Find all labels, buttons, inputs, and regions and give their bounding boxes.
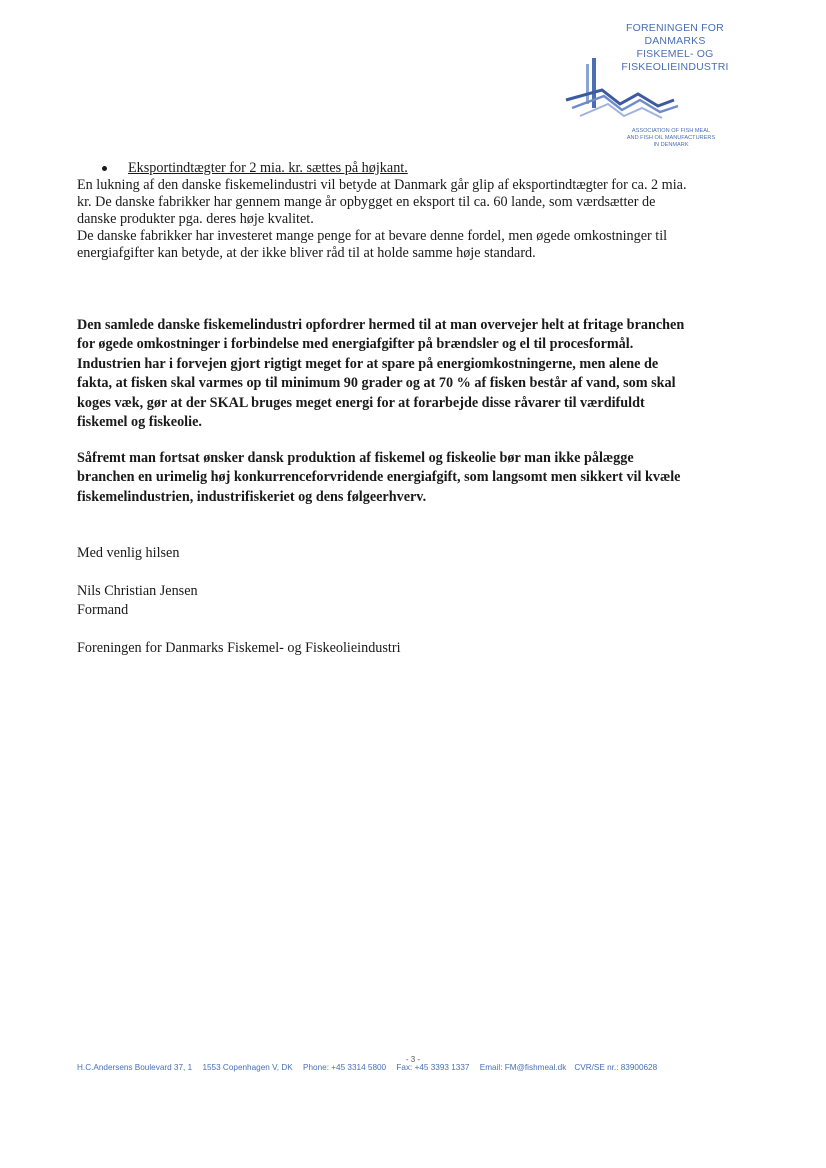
footer-city: 1553 Copenhagen V, DK [202,1063,293,1072]
paragraph-line: for øgede omkostninger i forbindelse med energiafgifter på brændsler og el til procesformål. [77,336,634,353]
paragraph-line: fakta, at fisken skal varmes op til minimum 90 grader og at 70 % af fisken består af vand, som skal [77,375,676,392]
footer-cvr: CVR/SE nr.: 83900628 [574,1063,658,1072]
paragraph-line: energiafgifter kan betyde, at der ikke bliver råd til at holde samme høje standard. [77,245,536,261]
paragraph-line: En lukning af den danske fiskemelindustri vil betyde at Danmark går glip af eksportindtægter for ca. 2 mia. [77,177,687,193]
paragraph-line: Den samlede danske fiskemelindustri opfordrer hermed til at man overvejer helt at fritage branchen [77,317,685,333]
organization-name-line: FISKEMEL- OG [636,48,714,60]
paragraph-line: koges væk, gør at der SKAL bruges meget energi for at forarbejde disse råvarer til værdifuldt [77,394,645,411]
bullet-point-icon [102,166,107,171]
conclusion-paragraph [77,449,757,507]
signatory-name: Nils Christian Jensen [77,583,198,599]
footer-email: Email: FM@fishmeal.dk [479,1063,567,1072]
paragraph-line: fiskemel og fiskeolie. [77,414,202,431]
page-number: - 3 - [405,1055,421,1064]
signatory-title: Formand [77,602,129,618]
english-name-line: AND FISH OIL MANUFACTURERS [626,135,716,141]
appeal-paragraph [77,316,757,432]
footer-address: H.C.Andersens Boulevard 37, 1 [77,1063,193,1072]
paragraph-line: fiskemelindustrien, industrifiskeriet og dens følgeerhverv. [77,488,427,505]
organization-name-line: FISKEOLIEINDUSTRI [621,61,729,73]
footer-phone: Phone: +45 3314 5800 [303,1063,387,1072]
bullet-heading: Eksportindtægter for 2 mia. kr. sættes på højkant. [128,160,408,176]
english-name-line: IN DENMARK [653,142,689,148]
paragraph-line: Såfremt man fortsat ønsker dansk produktion af fiskemel og fiskeolie bør man ikke pålægge [77,450,634,466]
footer-fax: Fax: +45 3393 1337 [396,1063,470,1072]
fish-wave-logo-icon [562,56,682,126]
paragraph-line: kr. De danske fabrikker har gennem mange år opbygget en eksport til ca. 60 lande, som værdsætter de [77,194,656,210]
organization-name-line: FORENINGEN FOR [626,22,724,34]
footer-contact [77,1063,767,1072]
paragraph-line: danske produkter pga. deres høje kvalitet. [77,211,314,227]
export-paragraph [77,177,757,262]
organization-english-name [606,128,736,149]
paragraph-line: Industrien har i forvejen gjort rigtigt meget for at spare på energiomkostningerne, men alene de [77,355,659,372]
closing-greeting: Med venlig hilsen [77,545,180,561]
paragraph-line: branchen en urimelig høj konkurrenceforvridende energiafgift, som langsomt men sikkert vil kvæle [77,469,681,486]
letterhead-logo [560,18,760,158]
signatory-organization: Foreningen for Danmarks Fiskemel- og Fiskeolieindustri [77,640,401,656]
english-name-line: ASSOCIATION OF FISH MEAL [631,128,711,134]
organization-name-line: DANMARKS [644,35,706,47]
paragraph-line: De danske fabrikker har investeret mange penge for at bevare denne fordel, men øgede omkostninger til [77,228,668,244]
